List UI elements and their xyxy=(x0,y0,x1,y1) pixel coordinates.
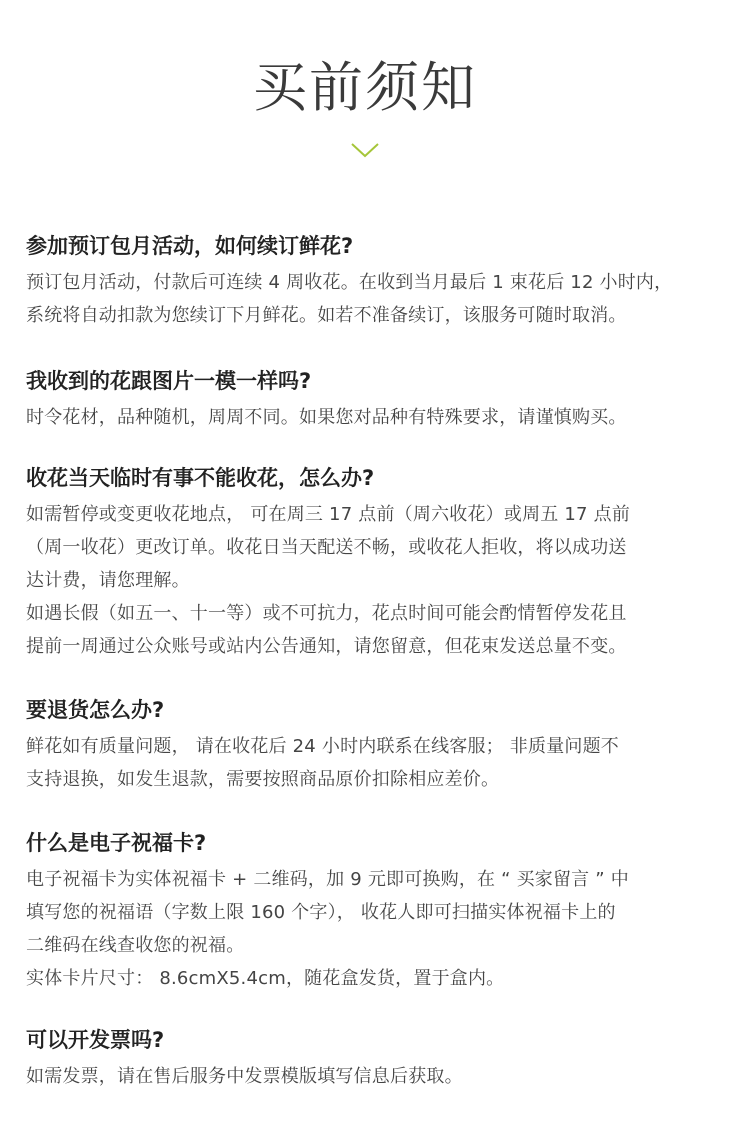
faq-answer-line: 如需暂停或变更收花地点， 可在周三 17 点前（周六收花）或周五 17 点前 xyxy=(26,504,631,525)
faq-question: 可以开发票吗? xyxy=(26,1028,165,1052)
faq-answer-line: 填写您的祝福语（字数上限 160 个字）， 收花人即可扫描实体祝福卡上的 xyxy=(26,902,616,923)
faq-item-flower-match xyxy=(26,365,716,434)
faq-answer-line: 预订包月活动，付款后可连续 4 周收花。在收到当月最后 1 束花后 12 小时内， xyxy=(26,272,673,293)
faq-item-greeting-card xyxy=(26,827,716,995)
faq-answer-line: 提前一周通过公众账号或站内公告通知，请您留意，但花束发送总量不变。 xyxy=(26,636,627,657)
faq-answer-line: 二维码在线查收您的祝福。 xyxy=(26,935,245,956)
faq-item-cannot-receive xyxy=(26,462,716,663)
faq-question: 要退货怎么办? xyxy=(26,698,165,722)
faq-question: 参加预订包月活动，如何续订鲜花? xyxy=(26,234,354,258)
chevron-down-icon xyxy=(350,140,380,160)
faq-answer-line: 电子祝福卡为实体祝福卡 + 二维码，加 9 元即可换购，在 “ 买家留言 ” 中 xyxy=(26,869,629,890)
faq-answer-line: 系统将自动扣款为您续订下月鲜花。如若不准备续订，该服务可随时取消。 xyxy=(26,305,627,326)
faq-answer-line: 鲜花如有质量问题， 请在收花后 24 小时内联系在线客服； 非质量问题不 xyxy=(26,736,619,757)
faq-question: 我收到的花跟图片一模一样吗? xyxy=(26,369,312,393)
faq-answer-line: 如遇长假（如五一、十一等）或不可抗力，花点时间可能会酌情暂停发花且 xyxy=(26,603,627,624)
faq-item-invoice xyxy=(26,1024,716,1093)
faq-question: 什么是电子祝福卡? xyxy=(26,831,207,855)
faq-item-renewal xyxy=(26,230,716,332)
faq-answer-line: 时令花材，品种随机，周周不同。如果您对品种有特殊要求，请谨慎购买。 xyxy=(26,407,627,428)
page-title: 买前须知 xyxy=(253,56,477,119)
faq-answer-line: 如需发票，请在售后服务中发票模版填写信息后获取。 xyxy=(26,1066,463,1087)
faq-answer-line: 达计费，请您理解。 xyxy=(26,570,190,591)
faq-answer-line: 实体卡片尺寸： 8.6cmX5.4cm，随花盒发货，置于盒内。 xyxy=(26,968,505,989)
faq-question: 收花当天临时有事不能收花，怎么办? xyxy=(26,466,375,490)
faq-answer-line: （周一收花）更改订单。收花日当天配送不畅，或收花人拒收，将以成功送 xyxy=(26,537,627,558)
faq-item-returns xyxy=(26,694,716,796)
faq-answer-line: 支持退换，如发生退款，需要按照商品原价扣除相应差价。 xyxy=(26,769,500,790)
